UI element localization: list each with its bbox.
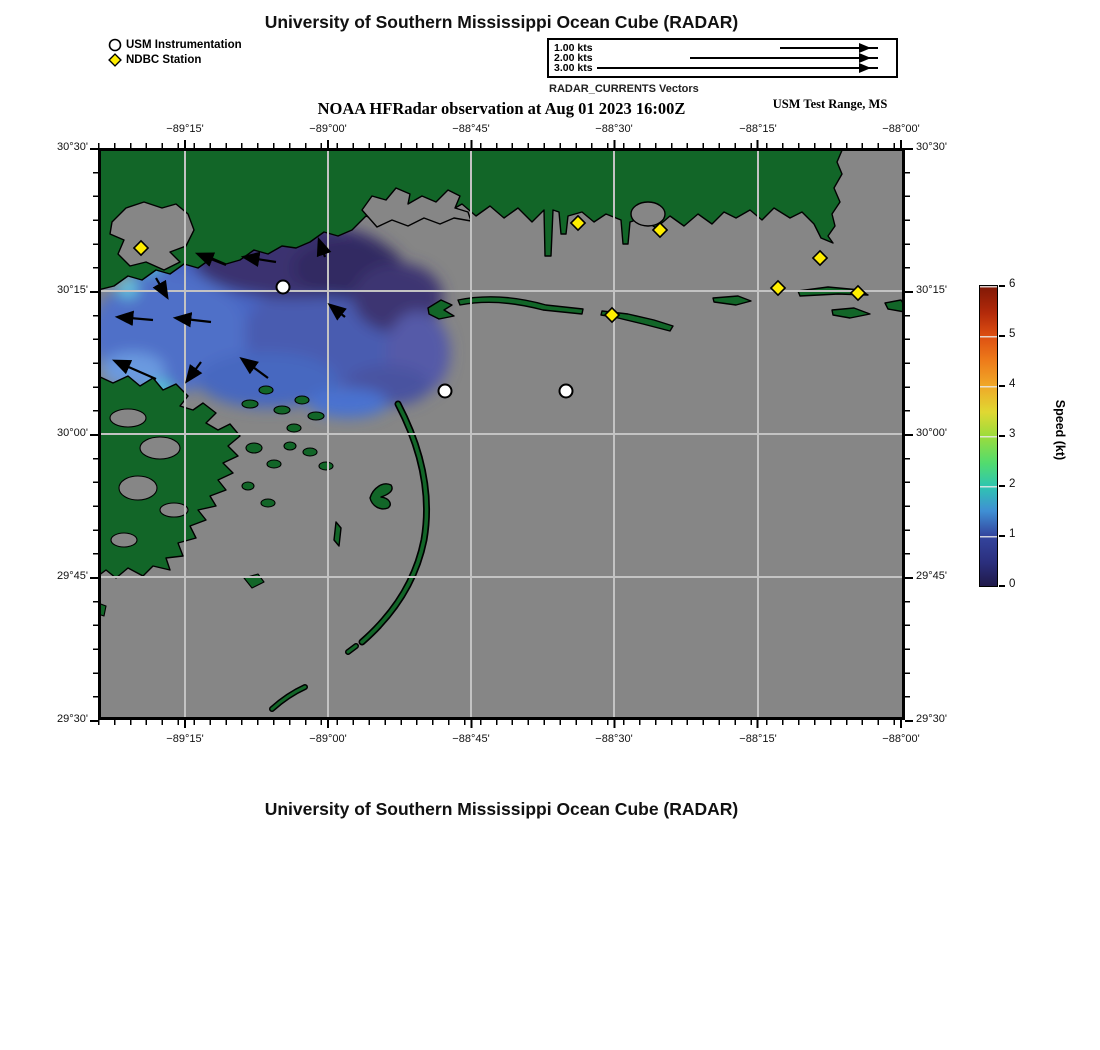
xtick-label: −88°45' [452,733,490,745]
page-title: University of Southern Mississippi Ocean Cube (RADAR) [264,12,739,32]
ytick-label: 29°30' [57,713,88,725]
vector-line [597,67,878,69]
legend-usm-row [108,37,242,52]
vector-scale-row [549,53,896,63]
ytick-label: 30°00' [916,427,947,439]
left-major-ticks [90,148,98,722]
xtick-label: −89°15' [166,123,204,135]
xtick-label: −89°15' [166,733,204,745]
bottom-major-ticks [98,720,905,728]
map-svg [98,148,905,720]
vector-line [690,57,878,59]
ytick-label: 29°30' [916,713,947,725]
legend-ndbc-row [108,52,242,67]
colorbar-num: 5 [1009,328,1016,340]
ndbc-diamond-icon [108,53,122,67]
vector-scale-label: 3.00 kts [554,62,593,74]
arrowhead-icon [859,63,871,73]
ytick-label: 30°00' [57,427,88,439]
colorbar-num: 4 [1009,378,1016,390]
xtick-label: −88°30' [595,733,633,745]
colorbar-tick [999,585,1005,587]
vector-line [780,47,878,49]
test-range-label: USM Test Range, MS [772,97,888,111]
colorbar [979,285,998,587]
colorbar-num: 1 [1009,528,1016,540]
legend-usm-label: USM Instrumentation [126,38,242,51]
xtick-label: −88°15' [739,733,777,745]
xtick-label: −89°00' [309,123,347,135]
colorbar-tick [999,285,1005,287]
colorbar-tick [999,435,1005,437]
xtick-label: −88°30' [595,123,633,135]
vector-scale-label: 1.00 kts [554,42,593,54]
xtick-label: −88°00' [882,733,920,745]
colorbar-num: 0 [1009,578,1016,590]
vector-scale-box [547,38,898,78]
colorbar-num: 6 [1009,278,1016,290]
colorbar-title: Speed (kt) [1053,399,1068,461]
colorbar-num: 2 [1009,478,1016,490]
arrowhead-icon [859,53,871,63]
ytick-label: 30°15' [57,284,88,296]
colorbar-tick [999,335,1005,337]
vector-scale-row [549,43,896,53]
map-area [98,148,905,720]
ytick-label: 29°45' [57,570,88,582]
xtick-label: −88°15' [739,123,777,135]
vector-scale-row [549,63,896,73]
colorbar-tick [999,385,1005,387]
xtick-label: −88°00' [882,123,920,135]
xtick-label: −89°00' [309,733,347,745]
legend-ndbc-label: NDBC Station [126,53,202,66]
top-major-ticks [98,140,905,148]
observation-subtitle: NOAA HFRadar observation at Aug 01 2023 16:00Z [317,99,686,118]
xtick-label: −88°45' [452,123,490,135]
ytick-label: 30°30' [57,141,88,153]
right-major-ticks [905,148,913,722]
arrowhead-icon [859,43,871,53]
ytick-label: 30°30' [916,141,947,153]
footer-title: University of Southern Mississippi Ocean Cube (RADAR) [264,799,739,819]
colorbar-gridlines [980,286,997,586]
legend [108,37,242,67]
colorbar-num: 3 [1009,428,1016,440]
vector-scale-label: 2.00 kts [554,52,593,64]
colorbar-tick [999,485,1005,487]
usm-circle-icon [108,38,122,52]
ytick-label: 29°45' [916,570,947,582]
ytick-label: 30°15' [916,284,947,296]
vector-scale-caption: RADAR_CURRENTS Vectors [549,83,699,95]
colorbar-tick [999,535,1005,537]
